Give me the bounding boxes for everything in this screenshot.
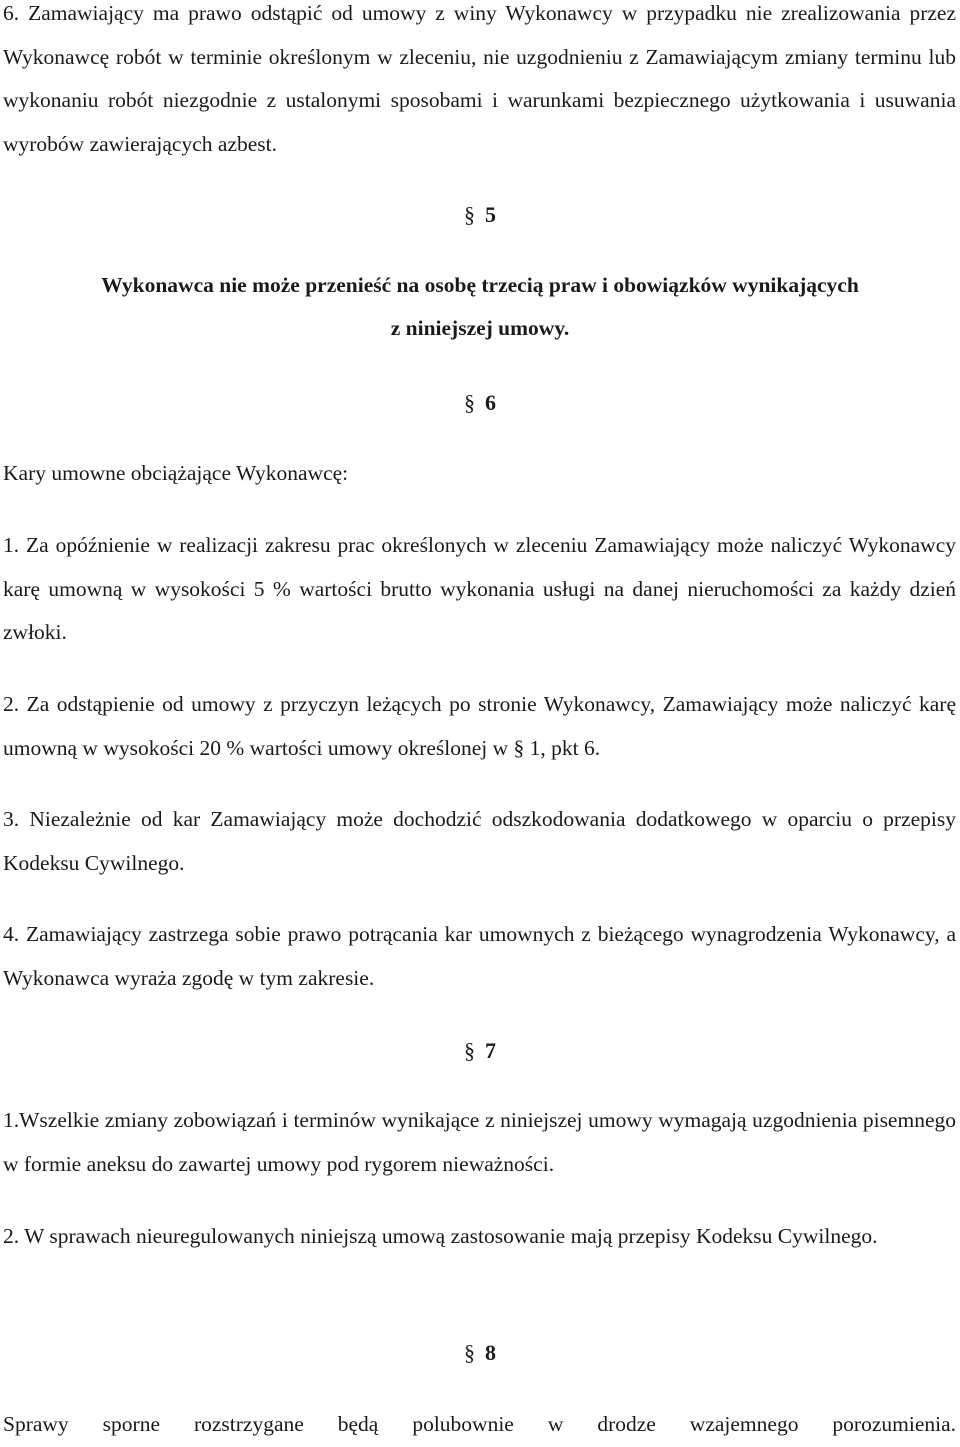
section-5-text-line1: Wykonawca nie może przenieść na osobę trzecią praw i obowiązków wynikających <box>101 273 859 297</box>
section-6-heading <box>0 388 960 418</box>
section-7-item-2: 2. W sprawach nieuregulowanych niniejszą umową zastosowanie mają przepisy Kodeksu Cywilnego. <box>3 1224 878 1248</box>
section-number: 5 <box>485 202 496 227</box>
section-8-heading <box>0 1338 960 1368</box>
section-symbol: § <box>464 1038 475 1063</box>
section-7-item-1: 1.Wszelkie zmiany zobowiązań i terminów wynikające z niniejszej umowy wymagają uzgodnienia pisemnego w formie aneksu do zawartej umowy pod rygorem nieważności. <box>3 1108 956 1176</box>
section-6-item-4: 4. Zamawiający zastrzega sobie prawo potrącania kar umownych z bieżącego wynagrodzenia Wykonawcy, a Wykonawca wyraża zgodę w tym zakresie. <box>3 922 956 990</box>
section-6-item-2: 2. Za odstąpienie od umowy z przyczyn leżących po stronie Wykonawcy, Zamawiający może naliczyć karę umowną w wysokości 20 % wartości umowy określonej w § 1, pkt 6. <box>3 692 956 760</box>
section-number: 8 <box>485 1340 496 1365</box>
section-number: 7 <box>485 1038 496 1063</box>
section-8-text: Sprawy sporne rozstrzygane będą polubownie w drodze wzajemnego porozumienia. <box>3 1412 956 1436</box>
section-7-heading <box>0 1036 960 1066</box>
section-symbol: § <box>464 1340 475 1365</box>
paragraph-6-withdrawal: 6. Zamawiający ma prawo odstąpić od umowy z winy Wykonawcy w przypadku nie zrealizowania przez Wykonawcę robót w terminie określonym w zleceniu, nie uzgodnieniu z Zamawiającym zmiany terminu lub wykonaniu robót niezgodnie z ustalonymi sposobami i warunkami bezpiecznego użytkowania i usuwania wyrobów zawierających azbest. <box>3 1 956 156</box>
section-5-text-line2: z niniejszej umowy. <box>390 316 570 340</box>
section-6-item-3: 3. Niezależnie od kar Zamawiający może dochodzić odszkodowania dodatkowego w oparciu o przepisy Kodeksu Cywilnego. <box>3 807 956 875</box>
section-6-subheading: Kary umowne obciążające Wykonawcę: <box>3 461 349 485</box>
section-number: 6 <box>485 390 496 415</box>
section-6-item-1: 1. Za opóźnienie w realizacji zakresu prac określonych w zleceniu Zamawiający może naliczyć Wykonawcy karę umowną w wysokości 5 % wartości brutto wykonania usługi na danej nieruchomości za każdy dzień zwłoki. <box>3 533 956 644</box>
section-symbol: § <box>464 390 475 415</box>
section-symbol: § <box>464 202 475 227</box>
section-5-heading <box>0 200 960 230</box>
